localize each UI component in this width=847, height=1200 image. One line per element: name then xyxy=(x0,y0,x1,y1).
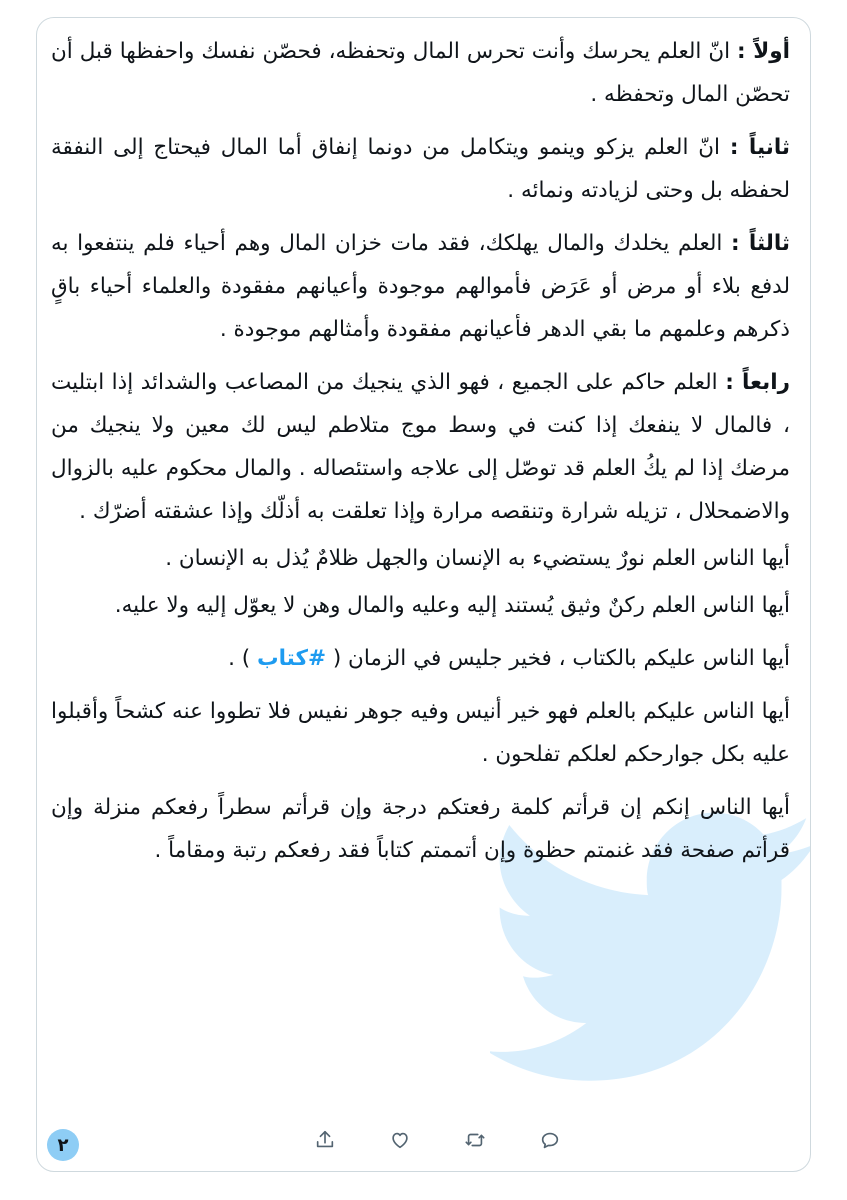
paragraph-3 xyxy=(51,222,790,351)
line-nour: أيها الناس العلم نورٌ يستضيء به الإنسان والجهل ظلامٌ يُذل به الإنسان . xyxy=(165,546,790,571)
line-kitab-after: ) . xyxy=(228,646,257,671)
share-button[interactable] xyxy=(287,1127,362,1153)
like-button[interactable] xyxy=(362,1127,437,1153)
paragraph-lead: ثانياً : xyxy=(729,135,791,160)
paragraph-lead: رابعاً : xyxy=(725,370,790,395)
paragraph-4 xyxy=(51,361,790,533)
share-icon xyxy=(314,1129,336,1151)
line-ilm: أيها الناس عليكم بالعلم فهو خير أنيس وفيه جوهر نفيس فلا تطووا عنه كشحاً وأقبلوا عليه بكل جوارحكم لعلكم تفلحون . xyxy=(51,699,790,767)
paragraph-text: العلم يخلدك والمال يهلكك، فقد مات خزان المال وهم أحياء فلم ينتفعوا به لدفع بلاء أو مرض أو عَرَض فأموالهم موجودة وأعيانهم مفقودة والعلماء أحياء باقٍ ذكرهم وعلمهم ما بقي الدهر فأعيانهم مفقودة وأمثالهم موجودة . xyxy=(51,231,790,342)
paragraph-text: انّ العلم يزكو وينمو ويتكامل من دونما إنفاق أما المال فيحتاج إلى النفقة لحفظه بل وحتى لزيادته ونمائه . xyxy=(51,135,790,203)
paragraph-text: العلم حاكم على الجميع ، فهو الذي ينجيك من المصاعب والشدائد إذا ابتليت ، فالمال لا ينفعك إذا كنت في وسط موج متلاطم ليس لك معين ولا ينجيك من مرضك إذا لم يكُ العلم قد توصّل إلى علاجه واستئصاله . والمال محكوم عليه بالزوال والاضمحلال ، تزيله شرارة وتنقصه مرارة وإذا تعلقت به أذلّك وإذا عشقته أضرّك . xyxy=(51,370,790,524)
line-kitab-before: أيها الناس عليكم بالكتاب ، فخير جليس في الزمان ( xyxy=(325,646,790,671)
line-last: أيها الناس إنكم إن قرأتم كلمة رفعتكم درجة وإن قرأتم سطراً رفعكم منزلة وإن قرأتم صفحة فقد غنمتم حظوة وإن أتممتم كتاباً فقد رفعكم رتبة ومقاماً . xyxy=(51,795,790,863)
paragraph-1 xyxy=(51,30,790,116)
paragraph-lead: ثالثاً : xyxy=(731,231,791,256)
paragraph-2 xyxy=(51,126,790,212)
like-icon xyxy=(389,1129,411,1151)
paragraph-lead: أولاً : xyxy=(737,39,791,64)
post-body xyxy=(51,30,790,882)
tweet-card xyxy=(36,17,811,1172)
page-number-badge: ٢ xyxy=(47,1129,79,1161)
hashtag-link[interactable]: #كتاب xyxy=(257,646,326,671)
retweet-icon xyxy=(464,1129,486,1151)
line-rukn: أيها الناس العلم ركنٌ وثيق يُستند إليه وعليه والمال وهن لا يعوّل إليه ولا عليه. xyxy=(114,593,790,618)
line-kitab xyxy=(51,637,790,680)
reply-button[interactable] xyxy=(512,1127,587,1153)
paragraph-text: انّ العلم يحرسك وأنت تحرس المال وتحفظه، فحصّن نفسك واحفظها قبل أن تحصّن المال وتحفظه . xyxy=(51,39,790,107)
retweet-button[interactable] xyxy=(437,1127,512,1153)
reply-icon xyxy=(539,1129,561,1151)
action-bar xyxy=(287,1127,587,1153)
